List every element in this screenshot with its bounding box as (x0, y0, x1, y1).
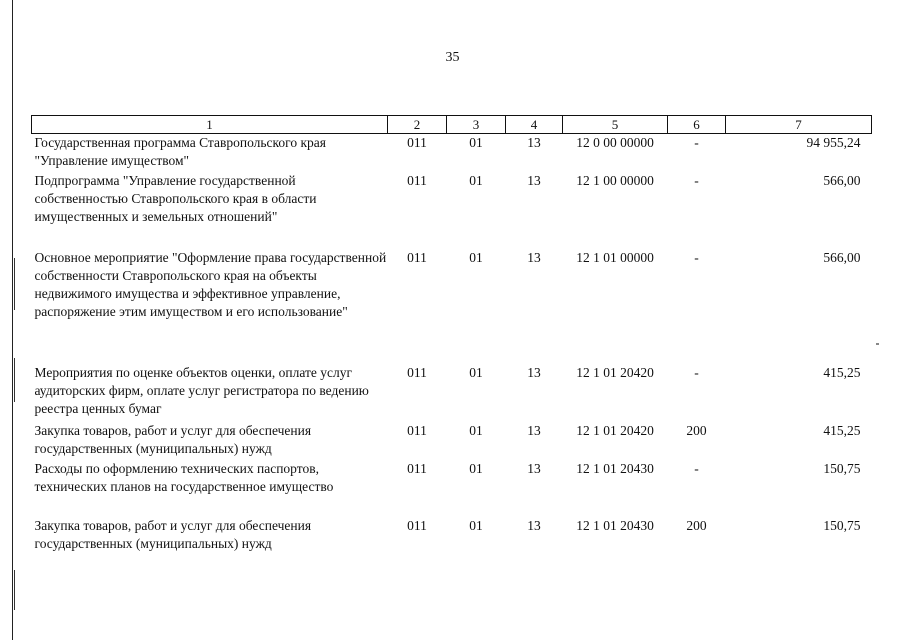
subsection-cell: 13 (527, 135, 541, 150)
section-cell: 01 (469, 364, 483, 380)
section-cell: 01 (469, 135, 483, 150)
subsection-cell: 13 (527, 249, 541, 265)
scan-edge-mark (14, 358, 15, 402)
subsection-cell: 13 (527, 422, 541, 438)
scan-edge-line (12, 0, 13, 640)
target-article-cell: 12 0 00 00000 (576, 135, 654, 150)
column-header: 1 (32, 116, 388, 134)
column-header: 5 (563, 116, 668, 134)
amount-cell: 94 955,24 (806, 135, 861, 150)
column-header: 7 (726, 116, 872, 134)
subsection-cell: 13 (527, 460, 541, 476)
expense-name-cell: Государственная программа Ставропольского края "Управление имуществом" (34, 135, 326, 168)
amount-cell: 415,25 (823, 422, 861, 438)
amount-cell: 566,00 (823, 249, 861, 265)
column-header: 6 (668, 116, 726, 134)
target-article-cell: 12 1 00 00000 (576, 172, 654, 188)
expense-name-cell: Закупка товаров, работ и услуг для обеспечения государственных (муниципальных) нужд (34, 517, 312, 551)
target-article-cell: 12 1 01 20430 (576, 460, 654, 476)
table-row (32, 460, 872, 517)
expense-type-cell: - (694, 249, 699, 265)
ministry-code-cell: 011 (407, 422, 427, 438)
amount-cell: 415,25 (823, 364, 861, 380)
section-cell: 01 (469, 517, 483, 533)
subsection-cell: 13 (527, 517, 541, 533)
amount-cell: 150,75 (823, 517, 861, 533)
expense-type-cell: - (694, 135, 699, 150)
budget-table (31, 115, 872, 555)
section-cell: 01 (469, 249, 483, 265)
ministry-code-cell: 011 (407, 517, 427, 533)
expense-type-cell: - (694, 172, 699, 188)
section-cell: 01 (469, 460, 483, 476)
column-header: 2 (388, 116, 447, 134)
expense-name-cell: Основное мероприятие "Оформление права государственной собственности Ставропольского края на объекты недвижимого имущества и эффективное управление, распоряжение этим имуществом и его использование" (34, 249, 387, 319)
expense-type-cell: - (694, 364, 699, 380)
column-header: 3 (447, 116, 506, 134)
target-article-cell: 12 1 01 20430 (576, 517, 654, 533)
expense-name-cell: Подпрограмма "Управление государственной собственностью Ставропольского края в области имущественных и земельных отношений" (34, 172, 317, 224)
ministry-code-cell: 011 (407, 172, 427, 188)
target-article-cell: 12 1 01 00000 (576, 249, 654, 265)
target-article-cell: 12 1 01 20420 (576, 364, 654, 380)
table-header-row (32, 116, 872, 134)
target-article-cell: 12 1 01 20420 (576, 422, 654, 438)
table-row (32, 364, 872, 422)
ministry-code-cell: 011 (407, 364, 427, 380)
page-number: 35 (445, 50, 460, 65)
subsection-cell: 13 (527, 364, 541, 380)
expense-name-cell: Расходы по оформлению технических паспортов, технических планов на государственное имущество (34, 460, 334, 494)
scan-edge-mark (14, 258, 15, 310)
table-row (32, 517, 872, 555)
table-row (32, 422, 872, 460)
expense-type-cell: 200 (686, 517, 707, 533)
amount-cell: 566,00 (823, 172, 861, 188)
expense-type-cell: - (694, 460, 699, 476)
column-header: 4 (506, 116, 563, 134)
ministry-code-cell: 011 (407, 460, 427, 476)
section-cell: 01 (469, 422, 483, 438)
amount-cell: 150,75 (823, 460, 861, 476)
table-row (32, 249, 872, 364)
table-row (32, 134, 872, 172)
table-row (32, 172, 872, 249)
scan-edge-mark (14, 570, 15, 610)
expense-name-cell: Мероприятия по оценке объектов оценки, оплате услуг аудиторских фирм, оплате услуг регистратора по ведению реестра ценных бумаг (34, 364, 369, 416)
expense-name-cell: Закупка товаров, работ и услуг для обеспечения государственных (муниципальных) нужд (34, 422, 312, 456)
ministry-code-cell: 011 (407, 249, 427, 265)
subsection-cell: 13 (527, 172, 541, 188)
scan-speck (876, 343, 879, 345)
ministry-code-cell: 011 (407, 135, 427, 150)
section-cell: 01 (469, 172, 483, 188)
expense-type-cell: 200 (686, 422, 707, 438)
